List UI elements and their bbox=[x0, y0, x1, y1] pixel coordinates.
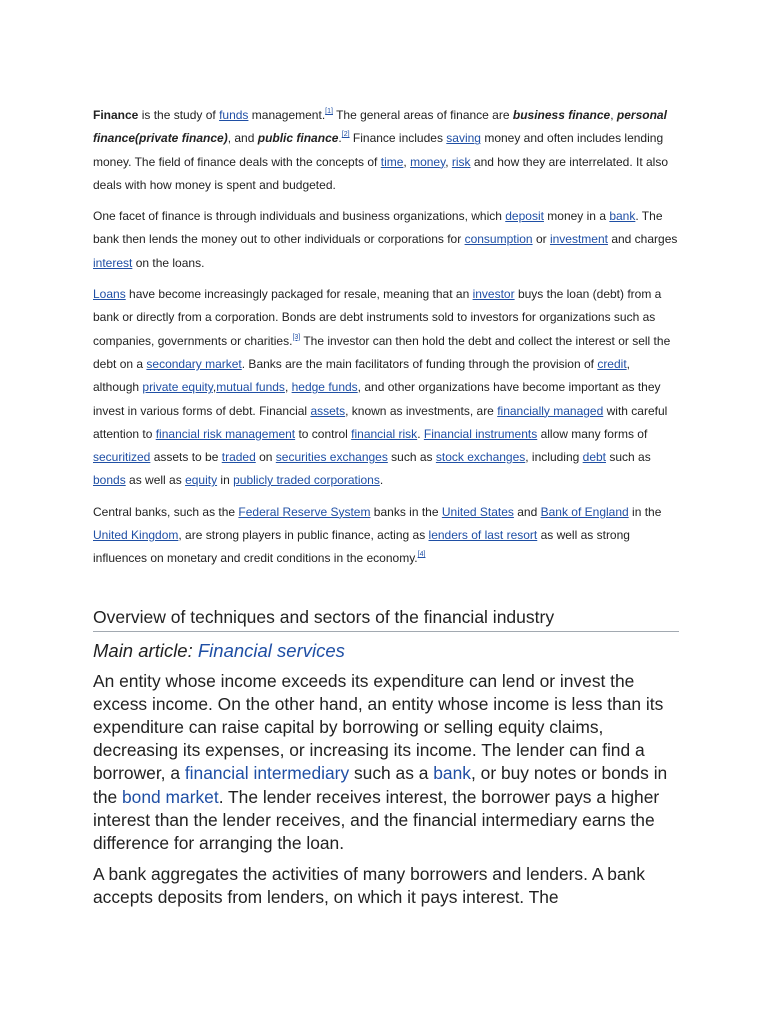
citation-2[interactable] bbox=[342, 131, 350, 138]
link-time[interactable]: time bbox=[380, 154, 404, 169]
text: as well as strong influences on monetary and credit conditions in the economy. bbox=[93, 528, 630, 566]
text: , are strong players in public finance, acting as bbox=[178, 528, 429, 543]
text: Central banks, such as the bbox=[93, 504, 239, 519]
text: One facet of finance is through individuals and business organizations, which bbox=[93, 209, 506, 224]
text: , and bbox=[227, 131, 258, 146]
link-investor[interactable]: investor bbox=[472, 287, 515, 302]
link-credit[interactable]: credit bbox=[597, 356, 627, 371]
text: , bbox=[403, 154, 411, 169]
paragraph-central-banks bbox=[93, 501, 679, 571]
link-publicly-traded-corporations[interactable]: publicly traded corporations bbox=[233, 473, 380, 488]
text: to control bbox=[295, 426, 352, 441]
text: . bbox=[338, 131, 342, 146]
link-financial-services[interactable]: Financial services bbox=[197, 639, 345, 661]
link-financial-instruments[interactable]: Financial instruments bbox=[423, 426, 538, 441]
link-federal-reserve-system[interactable]: Federal Reserve System bbox=[238, 504, 371, 519]
text: money and often includes lending money. The field of finance deals with the concepts of bbox=[93, 131, 664, 169]
text: , including bbox=[525, 450, 583, 465]
text: , and other organizations have become important as they invest in various forms of debt. Financial bbox=[93, 380, 661, 418]
link-consumption[interactable]: consumption bbox=[464, 232, 533, 247]
link-loans[interactable]: Loans bbox=[93, 287, 126, 302]
link-private-equity[interactable]: private equity bbox=[142, 380, 213, 395]
link-financial-intermediary[interactable]: financial intermediary bbox=[184, 763, 350, 784]
citation-4[interactable] bbox=[418, 551, 426, 558]
link-financial-risk-management[interactable]: financial risk management bbox=[155, 426, 296, 441]
link-hedge-funds[interactable]: hedge funds bbox=[291, 380, 358, 395]
text: , known as investments, are bbox=[345, 403, 498, 418]
text: . The bank then lends the money out to other individuals or corporations for bbox=[93, 209, 663, 247]
text: such as bbox=[606, 450, 651, 465]
link-financial-risk[interactable]: financial risk bbox=[351, 426, 418, 441]
text: buys the loan (debt) from a bank or directly from a corporation. Bonds are debt instruments sold to investors for organizations such as companies, governments or charities. bbox=[93, 287, 662, 348]
main-article-prefix: Main article: bbox=[93, 639, 198, 661]
link-funds[interactable]: funds bbox=[219, 108, 249, 122]
article-body bbox=[93, 104, 679, 918]
paragraph-lending bbox=[93, 670, 679, 856]
text: An entity whose income exceeds its expenditure can lend or invest the excess income. On the other hand, an entity whose income is less than its expenditure can raise capital by borrowing or selling equity claims, decreasing its expenses, or increasing its income. The lender can find a borrower, a bbox=[93, 670, 664, 784]
text: , or buy notes or bonds in the bbox=[93, 763, 668, 807]
link-stock-exchanges[interactable]: stock exchanges bbox=[435, 450, 526, 465]
link-equity[interactable]: equity bbox=[185, 473, 218, 488]
term-public-finance: public finance bbox=[257, 131, 339, 146]
citation-1-link[interactable]: [1] bbox=[325, 108, 333, 115]
link-financially-managed[interactable]: financially managed bbox=[497, 403, 604, 418]
text: money in a bbox=[543, 209, 610, 224]
link-united-states[interactable]: United States bbox=[441, 504, 514, 519]
link-bonds[interactable]: bonds bbox=[93, 473, 126, 488]
text: such as a bbox=[349, 763, 434, 784]
link-bond-market[interactable]: bond market bbox=[122, 786, 219, 807]
link-securities-exchanges[interactable]: securities exchanges bbox=[275, 450, 388, 465]
text: The investor can then hold the debt and collect the interest or sell the debt on a bbox=[93, 333, 671, 371]
link-mutual-funds[interactable]: mutual funds bbox=[216, 380, 285, 395]
text: is the study of bbox=[138, 108, 220, 122]
text: in bbox=[217, 473, 234, 488]
link-assets[interactable]: assets bbox=[310, 403, 346, 418]
link-risk[interactable]: risk bbox=[451, 154, 471, 169]
text: on the loans. bbox=[132, 255, 205, 270]
link-united-kingdom[interactable]: United Kingdom bbox=[93, 528, 179, 543]
text: , bbox=[212, 380, 217, 395]
text: A bank aggregates the activities of many borrowers and lenders. A bank accepts deposits from lenders, on which it pays interest. The bbox=[93, 864, 645, 908]
text: and charges bbox=[607, 232, 678, 247]
text: assets to be bbox=[150, 450, 222, 465]
term-personal-finance: personal finance(private finance) bbox=[93, 108, 667, 146]
text: The general areas of finance are bbox=[332, 108, 513, 122]
main-article-note bbox=[93, 638, 679, 664]
link-money[interactable]: money bbox=[410, 154, 446, 169]
text: as well as bbox=[125, 473, 186, 488]
paragraph-bank-aggregates bbox=[93, 863, 679, 909]
text: and how they are interrelated. It also deals with how money is spent and budgeted. bbox=[93, 154, 669, 192]
citation-1[interactable] bbox=[325, 108, 333, 115]
text: on bbox=[255, 450, 276, 465]
text: . Banks are the main facilitators of funding through the provision of bbox=[241, 356, 598, 371]
text: with careful attention to bbox=[93, 403, 668, 441]
text: or bbox=[532, 232, 550, 247]
link-bank[interactable]: bank bbox=[609, 209, 636, 224]
link-traded[interactable]: traded bbox=[221, 450, 256, 465]
text: , although bbox=[93, 356, 630, 395]
text: and bbox=[513, 504, 541, 519]
link-debt[interactable]: debt bbox=[582, 450, 606, 465]
text: . bbox=[379, 473, 384, 488]
text: . bbox=[417, 426, 424, 441]
link-bank-2[interactable]: bank bbox=[433, 763, 471, 784]
text: such as bbox=[387, 450, 436, 465]
link-investment[interactable]: investment bbox=[549, 232, 608, 247]
text: , bbox=[610, 108, 617, 122]
text: management. bbox=[248, 108, 326, 122]
text: have become increasingly packaged for resale, meaning that an bbox=[125, 287, 473, 302]
text: banks in the bbox=[370, 504, 442, 519]
text: Finance includes bbox=[349, 131, 447, 146]
text: . The lender receives interest, the borrower pays a higher interest than the lender receives, and the financial intermediary earns the difference for arranging the loan. bbox=[93, 786, 660, 854]
text: , bbox=[284, 380, 292, 395]
link-lenders-of-last-resort[interactable]: lenders of last resort bbox=[428, 528, 538, 543]
section-heading: Overview of techniques and sectors of the financial industry bbox=[93, 605, 679, 632]
link-securitized[interactable]: securitized bbox=[93, 450, 151, 465]
link-deposit[interactable]: deposit bbox=[505, 209, 544, 224]
paragraph-intro bbox=[93, 104, 679, 197]
paragraph-facet bbox=[93, 205, 679, 275]
link-saving[interactable]: saving bbox=[446, 131, 481, 146]
text: in the bbox=[628, 504, 662, 519]
link-bank-of-england[interactable]: Bank of England bbox=[540, 504, 629, 519]
link-interest[interactable]: interest bbox=[93, 255, 133, 270]
term-business-finance: business finance bbox=[512, 108, 611, 122]
citation-2-link[interactable]: [2] bbox=[341, 131, 350, 139]
term-finance: Finance bbox=[93, 108, 139, 122]
link-secondary-market[interactable]: secondary market bbox=[146, 356, 242, 371]
text: , bbox=[445, 154, 452, 169]
citation-4-link[interactable]: [4] bbox=[417, 551, 426, 559]
paragraph-loans bbox=[93, 283, 679, 493]
citation-3-link[interactable]: [3] bbox=[292, 333, 301, 341]
text: allow many forms of bbox=[537, 426, 648, 441]
